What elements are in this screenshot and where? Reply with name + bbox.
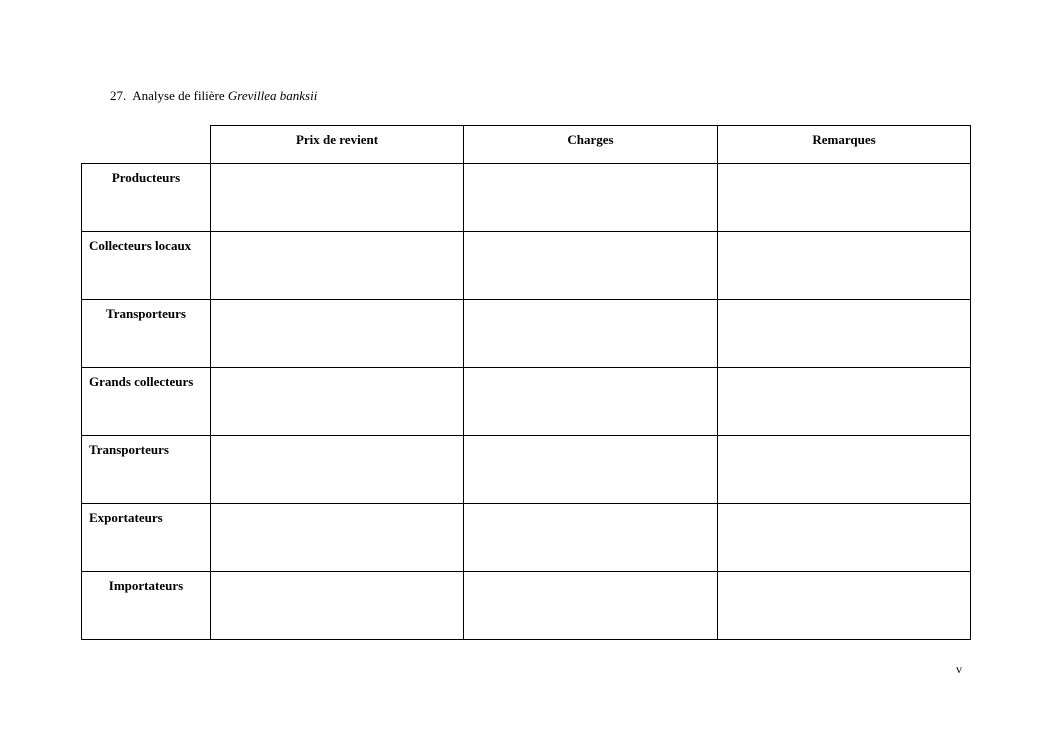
column-header: Charges xyxy=(463,125,718,164)
table-cell xyxy=(210,367,464,436)
table-cell xyxy=(210,231,464,300)
table-cell xyxy=(717,435,971,504)
table-cell xyxy=(463,571,718,640)
section-heading xyxy=(110,88,317,104)
table-cell xyxy=(463,231,718,300)
row-label: Producteurs xyxy=(81,163,211,232)
table-cell xyxy=(210,163,464,232)
column-header: Prix de revient xyxy=(210,125,464,164)
row-label: Importateurs xyxy=(81,571,211,640)
table-cell xyxy=(463,367,718,436)
row-label: Exportateurs xyxy=(81,503,211,572)
table-cell xyxy=(717,571,971,640)
row-label: Transporteurs xyxy=(81,435,211,504)
table-cell xyxy=(463,435,718,504)
section-number: 27. xyxy=(110,88,127,103)
table-cell xyxy=(463,163,718,232)
page-number: v xyxy=(956,662,962,676)
table-cell xyxy=(210,571,464,640)
row-label: Grands collecteurs xyxy=(81,367,211,436)
table-cell xyxy=(210,435,464,504)
species-name: Grevillea banksii xyxy=(227,88,318,103)
table-cell xyxy=(210,299,464,368)
row-label: Transporteurs xyxy=(81,299,211,368)
table-cell xyxy=(717,231,971,300)
table-cell xyxy=(463,503,718,572)
section-title: Analyse de filière xyxy=(132,88,225,103)
table-cell xyxy=(463,299,718,368)
table-cell xyxy=(717,503,971,572)
table-cell xyxy=(717,299,971,368)
table-cell xyxy=(717,163,971,232)
row-label: Collecteurs locaux xyxy=(81,231,211,300)
column-header: Remarques xyxy=(717,125,971,164)
value-chain-table xyxy=(81,125,971,640)
table-cell xyxy=(717,367,971,436)
table-cell xyxy=(210,503,464,572)
